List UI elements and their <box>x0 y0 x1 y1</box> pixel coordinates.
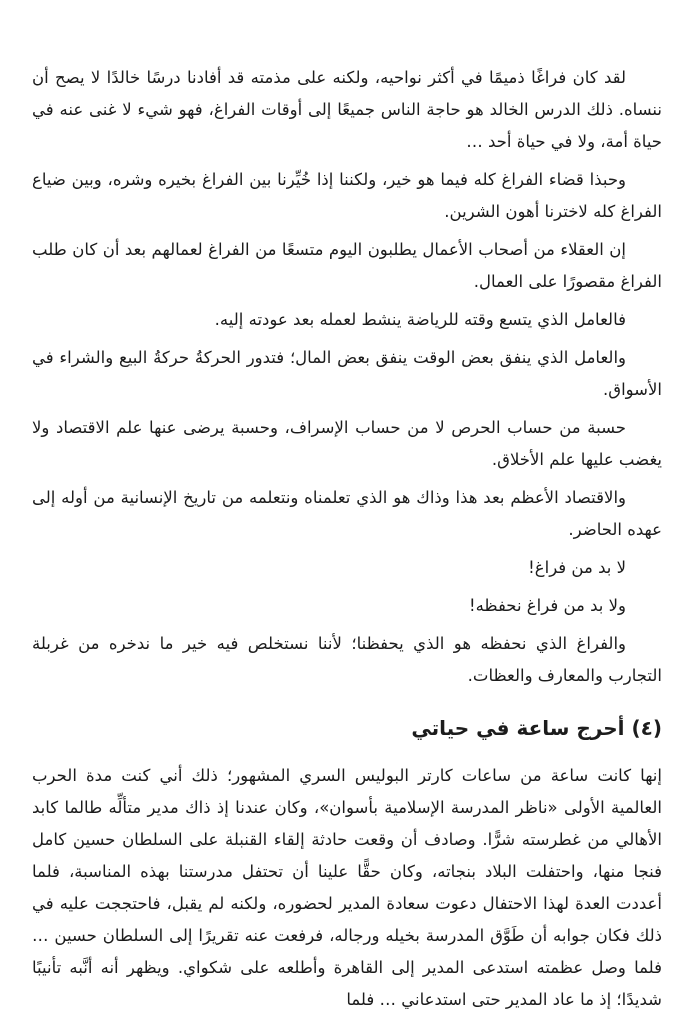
paragraph: والعامل الذي ينفق بعض الوقت ينفق بعض المال؛ فتدور الحركةُ حركةُ البيع والشراء في الأسواق. <box>32 348 662 399</box>
paragraph: لقد كان فراغًا ذميمًا في أكثر نواحيه، ولكنه على مذمته قد أفادنا درسًا خالدًا لا يصح أن ننساه. ذلك الدرس الخالد هو حاجة الناس جميعًا إلى أوقات الفراغ، فهو شيء لا غنى عنه في حياة أمة، ولا في حياة أحد … <box>32 68 662 151</box>
paragraph: وحبذا قضاء الفراغ كله فيما هو خير، ولكننا إذا خُيِّرنا بين الفراغ بخيره وشره، وبين ضياع الفراغ كله لاخترنا أهون الشرين. <box>32 170 662 221</box>
paragraph: والفراغ الذي نحفظه هو الذي يحفظنا؛ لأننا نستخلص فيه خير ما ندخره من غربلة التجارب والمعارف والعظات. <box>32 634 662 685</box>
paragraph: حسبة من حساب الحرص لا من حساب الإسراف، وحسبة يرضى عنها علم الاقتصاد ولا يغضب عليها علم الأخلاق. <box>32 418 662 469</box>
paragraph: لا بد من فراغ! <box>528 558 626 577</box>
paragraph: والاقتصاد الأعظم بعد هذا وذاك هو الذي تعلمناه ونتعلمه من تاريخ الإنسانية من أوله إلى عهده الحاضر. <box>32 488 662 539</box>
book-page <box>32 62 662 1022</box>
paragraph: إن العقلاء من أصحاب الأعمال يطلبون اليوم متسعًا من الفراغ لعمالهم بعد أن كان طلب الفراغ مقصورًا على العمال. <box>32 240 662 291</box>
paragraph: فالعامل الذي يتسع وقته للرياضة ينشط لعمله بعد عودته إليه. <box>214 310 626 329</box>
section-paragraph: إنها كانت ساعة من ساعات كارتر البوليس السري المشهور؛ ذلك أني كنت مدة الحرب العالمية الأولى «ناظر المدرسة الإسلامية بأسوان»، وكان عندنا إذ ذاك مدير متألِّه طالما كابد الأهالي من غطرسته شرًّا. وصادف أن وقعت حادثة إلقاء القنبلة على السلطان حسين كامل فنجا منها، واحتفلت البلاد بنجاته، وكان حقًّا علينا أن تحتفل مدرستنا بهذه المناسبة، فلما أعددت العدة لهذا الاحتفال دعوت سعادة المدير لحضوره، ولكنه لم يقبل، فاحتججت عليه في ذلك فكان جوابه أن طَوَّق المدرسة بخيله ورجاله، فرفعت عنه تقريرًا إلى السلطان حسين … فلما وصل عظمته استدعى المدير إلى القاهرة وأطلعه على شكواي. ويظهر أنه أنَّبه تأنيبًا شديدًا؛ إذ ما عاد المدير حتى استدعاني … فلما <box>32 766 662 1009</box>
section-heading: (٤) أحرج ساعة في حياتي <box>411 716 662 740</box>
paragraph: ولا بد من فراغ نحفظه! <box>468 596 626 615</box>
